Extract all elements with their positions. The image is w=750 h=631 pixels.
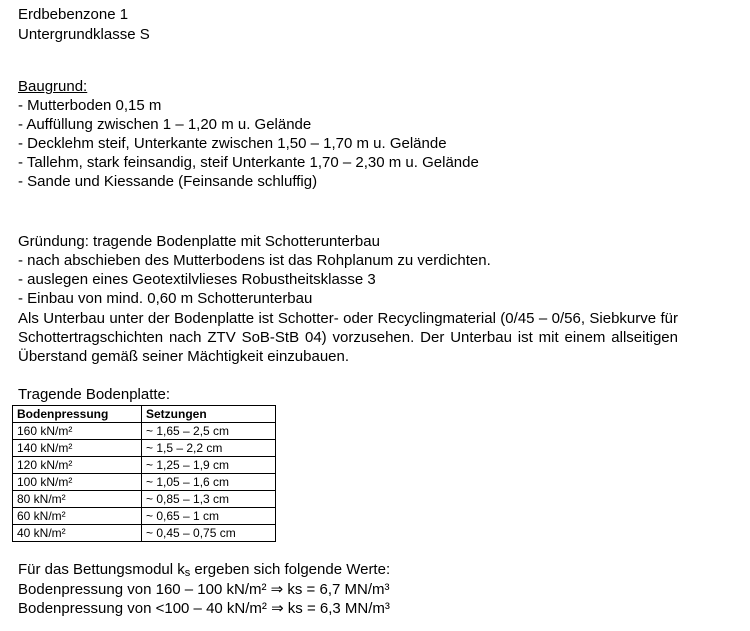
settlement-cell: ~ 1,65 – 2,5 cm	[142, 423, 276, 440]
pressure-cell: 40 kN/m²	[13, 525, 142, 542]
bettungsmodul-line: Bodenpressung von 160 – 100 kN/m² ⇒ ks = 6,7 MN/m³	[18, 581, 390, 598]
baugrund-item: - Tallehm, stark feinsandig, steif Unterkante 1,70 – 2,30 m u. Gelände	[18, 154, 479, 171]
pressure-cell: 100 kN/m²	[13, 474, 142, 491]
settlement-cell: ~ 1,5 – 2,2 cm	[142, 440, 276, 457]
zone-line: Erdbebenzone 1	[18, 6, 129, 23]
baugrund-heading: Baugrund:	[18, 78, 88, 95]
table-row	[13, 457, 276, 474]
settlement-cell: ~ 0,65 – 1 cm	[142, 508, 276, 525]
table-row	[13, 474, 276, 491]
pressure-cell: 160 kN/m²	[13, 423, 142, 440]
settlement-cell: ~ 1,25 – 1,9 cm	[142, 457, 276, 474]
table-row	[13, 525, 276, 542]
bettungsmodul-line: Bodenpressung von <100 – 40 kN/m² ⇒ ks = 6,3 MN/m³	[18, 600, 390, 617]
bodenplatte-heading: Tragende Bodenplatte:	[18, 386, 171, 403]
soil-class-line: Untergrundklasse S	[18, 26, 150, 43]
pressure-cell: 140 kN/m²	[13, 440, 142, 457]
gruendung-item: - Einbau von mind. 0,60 m Schotterunterbau	[18, 290, 313, 307]
baugrund-item: - Mutterboden 0,15 m	[18, 97, 162, 114]
table-header-row	[13, 406, 276, 423]
gruendung-paragraph: Als Unterbau unter der Bodenplatte ist Schotter- oder Recyclingmaterial (0/45 – 0/56, Siebkurve für Schottertragschichten nach ZTV SoB-StB 04) vorzusehen. Der Unterbau ist mit einem allseitigen Überstand gemäß seiner Mächtigkeit einzubauen.	[18, 310, 678, 365]
table-row	[13, 508, 276, 525]
gruendung-heading: Gründung: tragende Bodenplatte mit Schotterunterbau	[18, 233, 380, 250]
pressure-cell: 120 kN/m²	[13, 457, 142, 474]
pressure-cell: 80 kN/m²	[13, 491, 142, 508]
table-row	[13, 440, 276, 457]
baugrund-item: - Auffüllung zwischen 1 – 1,20 m u. Gelände	[18, 116, 312, 133]
table-row	[13, 423, 276, 440]
table-row	[13, 491, 276, 508]
gruendung-item: - auslegen eines Geotextilvlieses Robustheitsklasse 3	[18, 271, 376, 288]
baugrund-item: - Sande und Kiessande (Feinsande schluffig)	[18, 173, 318, 190]
settlement-cell: ~ 0,45 – 0,75 cm	[142, 525, 276, 542]
column-header: Setzungen	[142, 406, 276, 423]
bettungsmodul-intro: Für das Bettungsmodul $k_s$ ergeben sich folgende Werte:	[18, 561, 391, 579]
gruendung-item: - nach abschieben des Mutterbodens ist das Rohplanum zu verdichten.	[18, 252, 491, 269]
pressure-cell: 60 kN/m²	[13, 508, 142, 525]
setzungen-table	[12, 405, 276, 542]
settlement-cell: ~ 0,85 – 1,3 cm	[142, 491, 276, 508]
baugrund-item: - Decklehm steif, Unterkante zwischen 1,50 – 1,70 m u. Gelände	[18, 135, 447, 152]
column-header: Bodenpressung	[13, 406, 142, 423]
settlement-cell: ~ 1,05 – 1,6 cm	[142, 474, 276, 491]
